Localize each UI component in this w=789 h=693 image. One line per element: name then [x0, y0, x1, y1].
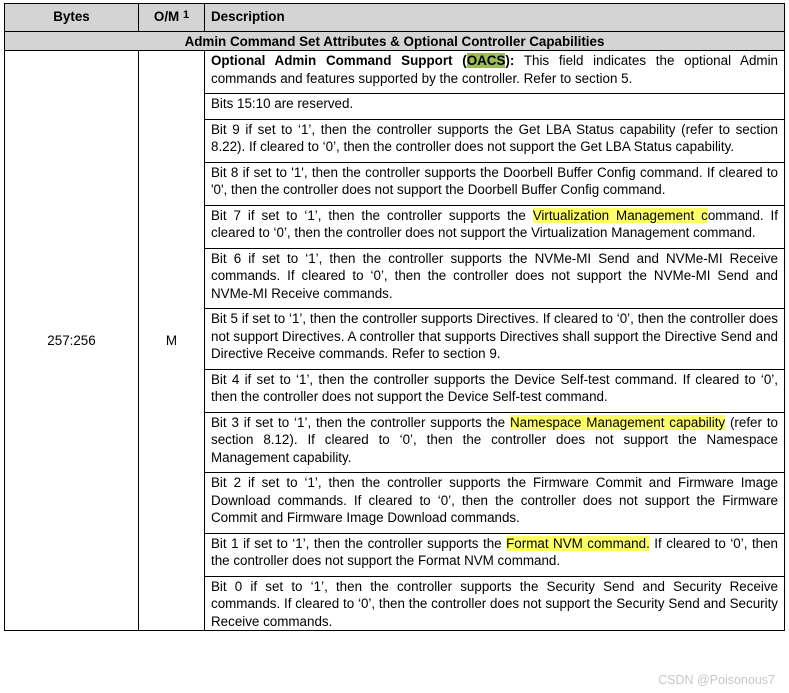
section-row	[5, 31, 785, 51]
highlighted-text: Virtualization Management c	[532, 207, 708, 223]
list-item	[205, 163, 784, 206]
paragraph-text: Bit 4 if set to ‘1’, then the controller supports the Device Self-test command. If cleared to ‘0’, then the controller does not support the Device Self-test command.	[211, 371, 778, 404]
footnote-marker: 1	[182, 9, 190, 21]
description-cell	[205, 51, 785, 631]
paragraph-text: Bit 1 if set to ‘1’, then the controller supports the	[211, 535, 507, 551]
paragraph-text-continued: (refer to section 8.12). If cleared to ‘0’, then the controller does not support the Namespace Management capability.	[211, 414, 778, 465]
list-item	[205, 473, 784, 534]
paragraph-text: Bit 5 if set to ‘1’, then the controller supports Directives. If cleared to ‘0’, then the controller does not support Directives. A controller that supports Directives shall support the Directive Send and Directive Receive commands. Refer to section 9.	[211, 311, 778, 361]
list-item	[205, 309, 784, 370]
field-name: Optional Admin Command Support (	[211, 53, 467, 68]
paragraph-text-continued: ommand. If cleared to ‘0’, then the controller does not support the Virtualization Management command.	[211, 207, 778, 240]
paragraph-text: Bits 15:10 are reserved.	[211, 96, 354, 111]
intro-text: This field indicates the optional Admin commands and features supported by the controller. Refer to section 5.	[211, 53, 779, 86]
list-item	[205, 94, 784, 120]
list-item	[205, 206, 784, 249]
list-item	[205, 120, 784, 163]
paragraph-text: Bit 7 if set to ‘1’, then the controller supports the	[211, 207, 533, 223]
paragraph-text: Bit 3 if set to ‘1’, then the controller supports the	[211, 414, 510, 430]
acronym-highlight: OACS	[466, 53, 506, 68]
paragraph-text: Bit 6 if set to ‘1’, then the controller supports the NVMe-MI Send and NVMe-MI Receive commands. If cleared to ‘0’, then the controller does not support the NVMe-MI Send and NVMe-MI Receive commands.	[211, 250, 778, 301]
highlighted-text: Namespace Management capability	[509, 414, 726, 430]
list-item	[205, 534, 784, 577]
paragraph-text: Bit 0 if set to ‘1’, then the controller supports the Security Send and Security Receive commands. If cleared to ‘0’, then the controller does not support the Security Send and Security Receive commands.	[211, 578, 778, 629]
paragraph-text: Bit 2 if set to ‘1’, then the controller supports the Firmware Commit and Firmware Image Download commands. If cleared to ‘0’, then the controller does not support the Firmware Commit and Firmware Image Download commands.	[211, 475, 778, 525]
paragraph-text: Bit 8 if set to '1', then the controller supports the Doorbell Buffer Config command. If cleared to '0', then the controller does not support the Doorbell Buffer Config command.	[211, 164, 778, 197]
watermark: CSDN @Poisonous7	[658, 673, 775, 687]
list-item	[205, 413, 784, 474]
header-bytes: Bytes	[5, 4, 139, 32]
paragraph-text: Bit 9 if set to ‘1’, then the controller supports the Get LBA Status capability (refer to section 8.22). If cleared to ‘0’, then the controller does not support the Get LBA Status capability.	[211, 121, 778, 154]
table-row	[5, 51, 785, 631]
paragraph-text-continued: If cleared to ‘0’, then the controller does not support the Format NVM command.	[211, 535, 779, 568]
header-om	[139, 4, 205, 32]
list-item	[205, 370, 784, 413]
header-description: Description	[205, 4, 785, 32]
section-title: Admin Command Set Attributes & Optional Controller Capabilities	[5, 31, 785, 51]
header-om-label: O/M	[153, 9, 180, 24]
list-item	[205, 249, 784, 310]
intro-paragraph	[205, 51, 784, 94]
list-item	[205, 577, 784, 631]
spec-table	[4, 3, 785, 631]
highlighted-text: Format NVM command.	[506, 535, 650, 551]
field-name-suffix: ):	[505, 53, 515, 68]
header-row	[5, 4, 785, 32]
bytes-cell: 257:256	[5, 51, 139, 631]
om-cell: M	[139, 51, 205, 631]
